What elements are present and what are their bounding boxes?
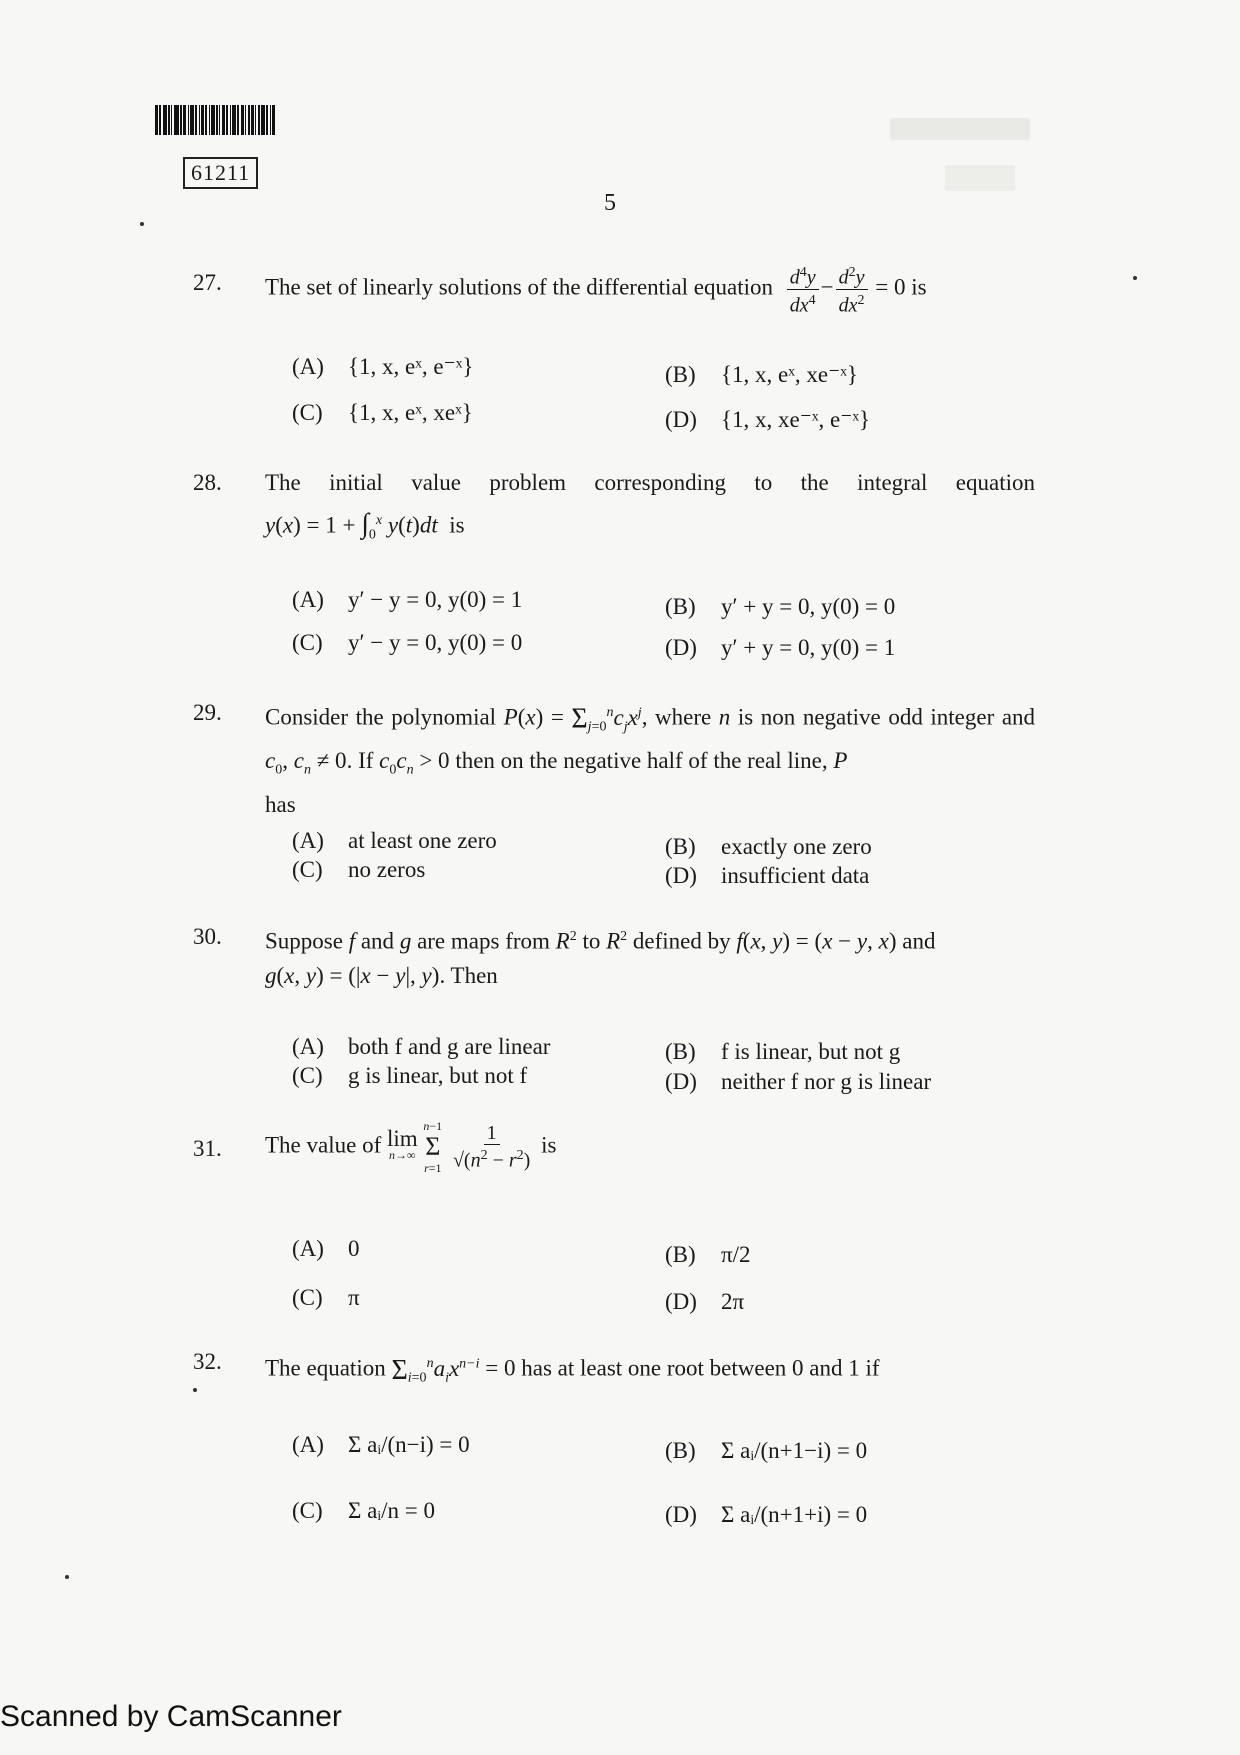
question-29-text: Consider the polynomial $P(x) = \Sigma_{j=0}^nc_jx^j$, where n is non negative odd integer and $c_0$, $c_n \ne 0$. If $c_0c_n > 0$ then on the negative half of the real line, P has — [265, 703, 1036, 817]
question-text: is — [449, 512, 465, 538]
math-fraction: $\frac{d^2y}{dx^2}$ — [836, 262, 868, 316]
option-a: (A) Σ aᵢ/(n−i) = 0 — [292, 1432, 470, 1457]
scan-speck — [1133, 276, 1137, 280]
barcode — [155, 105, 310, 135]
option-a: (A) 0 — [292, 1236, 360, 1261]
scan-speck — [65, 1575, 69, 1579]
question-number: 29. — [193, 700, 222, 725]
option-b: (B) y′ + y = 0, y(0) = 0 — [665, 594, 896, 619]
bleed-through-mark — [945, 165, 1015, 191]
option-c: (C) g is linear, but not f — [292, 1063, 528, 1088]
option-b: (B) π/2 — [665, 1242, 751, 1267]
question-number: 30. — [193, 924, 222, 949]
option-d: (D) insufficient data — [665, 863, 870, 888]
scan-speck — [193, 1388, 197, 1392]
scanner-watermark: Scanned by CamScanner — [0, 1700, 342, 1733]
option-b: (B) exactly one zero — [665, 834, 872, 859]
math-fraction: $\frac{d^4y}{dx^4}$ — [787, 262, 819, 316]
question-number: 27. — [193, 270, 222, 295]
question-text: The initial value problem corresponding to the integral equation — [265, 470, 1035, 495]
option-b: (B) f is linear, but not g — [665, 1039, 901, 1064]
question-27-text: The set of linearly solutions of the differential equation $\frac{d^4y}{dx^4}$ − $\frac{d^2y}{dx^2}$ = 0 is — [265, 262, 927, 316]
option-c: (C) Σ aᵢ/n = 0 — [292, 1498, 435, 1523]
math-equation: $y(x) = 1 + \int_0^x$ y(t)dt is — [265, 508, 465, 543]
math-limit: lim n→∞ — [386, 1126, 418, 1162]
option-d: (D) neither f nor g is linear — [665, 1069, 932, 1094]
option-d: (D) y′ + y = 0, y(0) = 1 — [665, 635, 896, 660]
question-32-text: The equation $\Sigma_{i=0}^na_ix^{n-i} = 0$ has at least one root between 0 and 1 if — [265, 1354, 880, 1386]
math-fraction: $\frac{1}{√(n^2 - r^2)}$ — [452, 1122, 531, 1172]
question-number: 32. — [193, 1349, 222, 1374]
question-number: 28. — [193, 470, 222, 495]
question-number: 31. — [193, 1136, 222, 1161]
option-d: (D) {1, x, xe⁻ˣ, e⁻ˣ} — [665, 407, 871, 432]
option-b: (B) {1, x, eˣ, xe⁻ˣ} — [665, 362, 858, 387]
option-c: (C) no zeros — [292, 857, 426, 882]
option-a: (A) both f and g are linear — [292, 1034, 551, 1059]
option-d: (D) Σ aᵢ/(n+1+i) = 0 — [665, 1502, 868, 1527]
bleed-through-mark — [890, 118, 1030, 140]
option-d: (D) 2π — [665, 1289, 745, 1314]
option-c: (C) {1, x, eˣ, xeˣ} — [292, 400, 473, 425]
option-c: (C) y′ − y = 0, y(0) = 0 — [292, 630, 523, 655]
page-number: 5 — [604, 190, 616, 216]
option-a: (A) at least one zero — [292, 828, 497, 853]
question-30-text: Suppose f and g are maps from $R^2$ to $R^2$ defined by f(x, y) = (x − y, x) and g(x, y) = (|x − y|, y). Then — [265, 928, 936, 988]
option-c: (C) π — [292, 1285, 360, 1310]
paper-code: 61211 — [183, 157, 258, 189]
scan-speck — [140, 222, 144, 226]
question-31-text: The value of lim n→∞ n−1 Σ r=1 $\frac{1}{√(n^2 - r^2)}$ is — [265, 1119, 557, 1175]
question-28-text — [265, 466, 1035, 552]
math-sum: n−1 Σ r=1 — [423, 1119, 443, 1175]
option-a: (A) y′ − y = 0, y(0) = 1 — [292, 587, 523, 612]
question-text: is — [911, 274, 927, 300]
question-text: The set of linearly solutions of the differential equation — [265, 274, 773, 300]
option-a: (A) {1, x, eˣ, e⁻ˣ} — [292, 354, 474, 379]
option-b: (B) Σ aᵢ/(n+1−i) = 0 — [665, 1438, 868, 1463]
